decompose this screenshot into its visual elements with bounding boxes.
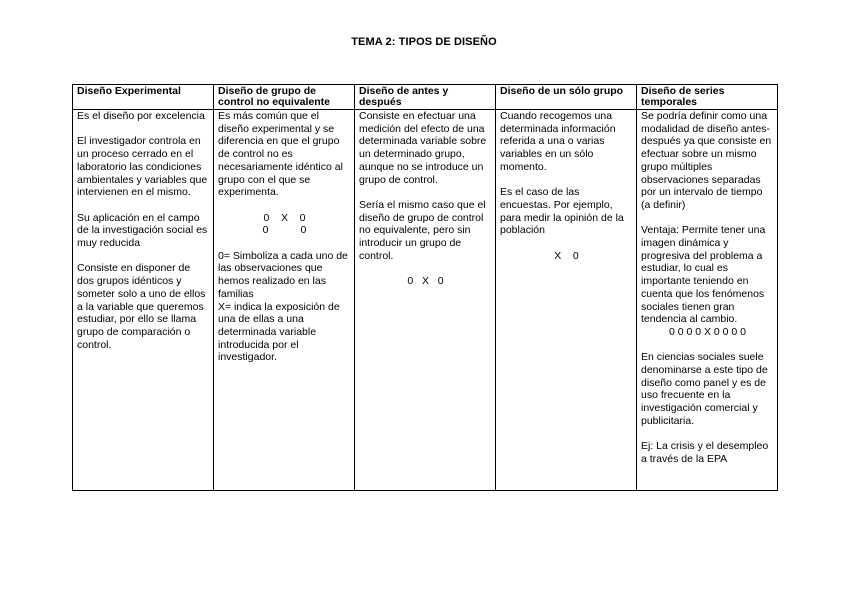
experimental-p1: Es el diseño por excelencia — [77, 110, 205, 122]
single-p1: Cuando recogemos una determinada información referida a una o varias variables en un sólo momento. — [500, 110, 616, 173]
experimental-p4: Consiste en disponer de dos grupos idénticos y someter solo a uno de ellos a la variable que queremos estudiar, por ello se llama grupo de comparación o control. — [77, 262, 206, 351]
experimental-p2: El investigador controla en un proceso cerrado en el laboratorio las condiciones ambientales y variables que intervienen en el mismo. — [77, 135, 208, 199]
series-p1: Se podría definir como una modalidad de diseño antes-después ya que consiste en efectuar sobre un mismo grupo múltiples observaciones separadas por un intervalo de tiempo (a definir) — [641, 110, 772, 211]
header-before-after: Diseño de antes y después — [355, 85, 496, 110]
cell-time-series — [637, 110, 778, 491]
header-non-equivalent-control: Diseño de grupo de control no equivalente — [214, 85, 355, 110]
beforeafter-p1: Consiste en efectuar una medición del efecto de una determinada variable sobre un determinado grupo, aunque no se introduce un grupo de control. — [359, 110, 487, 186]
nonequiv-p2: 0= Simboliza a cada uno de las observaciones que hemos realizado en las familias — [218, 249, 348, 300]
nonequiv-formula-1: 0 X 0 — [263, 211, 306, 224]
beforeafter-formula: 0 X 0 — [407, 275, 444, 288]
beforeafter-p2: Sería el mismo caso que el diseño de grupo de control no equivalente, pero sin introducir un grupo de control. — [359, 198, 486, 262]
header-experimental: Diseño Experimental — [73, 85, 214, 110]
series-p3: En ciencias sociales suele denominarse a este tipo de diseño como panel y es de uso frecuente en la investigación comercial y publicitaria. — [641, 351, 768, 427]
series-p2: Ventaja: Permite tener una imagen dinámica y progresiva del problema a estudiar, lo cual es importante teniendo en cuenta que los fenómenos sociales tienen gran tendencia al cambio. — [641, 224, 766, 326]
experimental-p3: Su aplicación en el campo de la investigación social es muy reducida — [77, 211, 208, 249]
nonequiv-p1: Es más común que el diseño experimental y se diferencia en que el grupo de control no es necesariamente idéntico al grupo con el que se experimenta. — [218, 110, 343, 199]
cell-before-after — [355, 110, 496, 491]
header-time-series: Diseño de series temporales — [637, 85, 778, 110]
cell-single-group — [496, 110, 637, 491]
cell-non-equivalent-control — [214, 110, 355, 491]
series-formula: 0 0 0 0 X 0 0 0 0 — [668, 325, 747, 338]
content-row — [73, 110, 778, 491]
header-row — [73, 85, 778, 110]
single-p2: Es el caso de las encuestas. Por ejemplo, para medir la opinión de la población — [500, 186, 624, 237]
single-formula: X 0 — [554, 249, 579, 262]
series-p4: Ej: La crisis y el desempleo a través de la EPA — [641, 440, 769, 465]
nonequiv-formula-2: 0 0 — [262, 224, 307, 237]
design-types-table — [72, 84, 778, 491]
nonequiv-p3: X= indica la exposición de una de ellas a una determinada variable introducida por el investigador. — [218, 300, 340, 364]
header-single-group: Diseño de un sólo grupo — [496, 85, 637, 110]
cell-experimental — [73, 110, 214, 491]
page-title: TEMA 2: TIPOS DE DISEÑO — [351, 36, 497, 48]
